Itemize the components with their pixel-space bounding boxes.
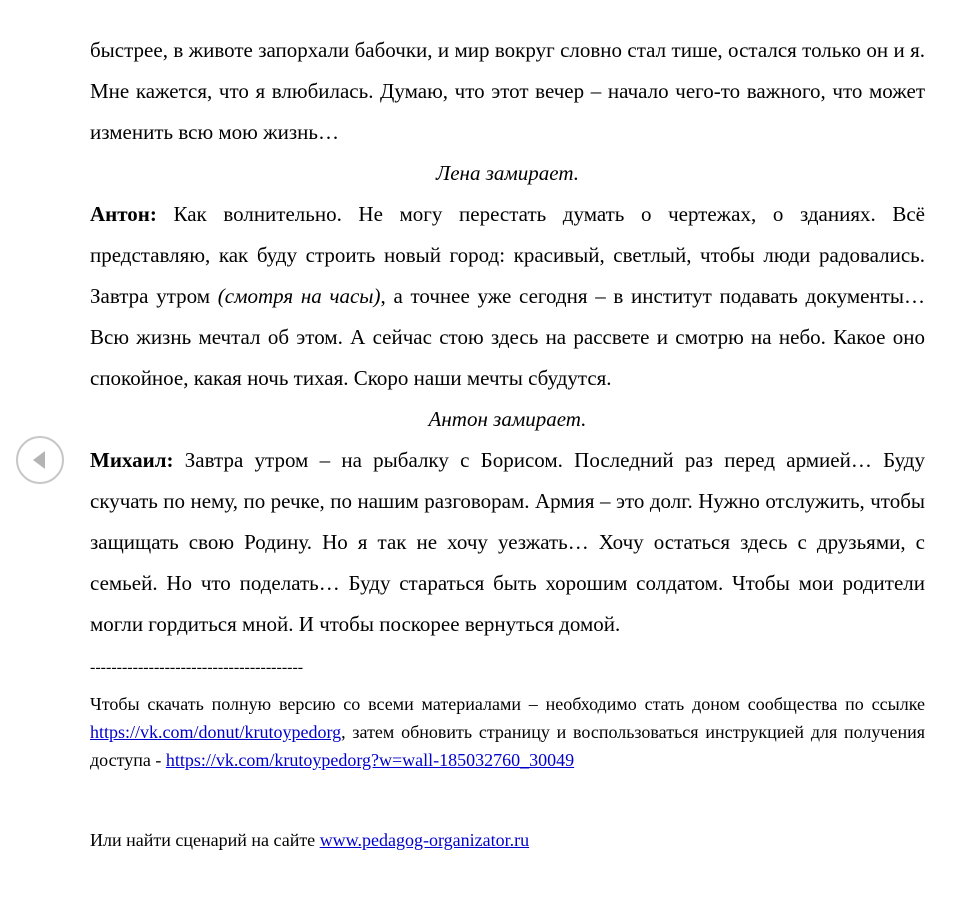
footnote-separator: ---------------------------------------- [90, 660, 304, 676]
footnote-website [90, 826, 925, 854]
chevron-left-icon [18, 438, 62, 482]
paragraph-text: Как волнительно. Не могу перестать думать о чертежах, о зданиях. Всё представляю, как буду строить новый город: красивый, светлый, чтобы люди радовались. Завтра утром [90, 202, 925, 308]
footnote-download [90, 690, 925, 774]
paragraph-anton [90, 194, 925, 399]
paragraph-text: быстрее, в животе запорхали бабочки, и мир вокруг словно стал тише, остался только он и я. Мне кажется, что я влюбилась. Думаю, что этот вечер – начало чего-то важного, что может изменить всю мою жизнь… [90, 38, 925, 144]
paragraph-text: , а точнее уже сегодня – в институт подавать документы… Всю жизнь мечтал об этом. А сейчас стою здесь на рассвете и смотрю на небо. Какое оно спокойное, какая ночь тихая. Скоро наши мечты сбудутся. [90, 284, 926, 390]
previous-page-button[interactable] [16, 436, 64, 484]
speaker-name: Михаил: [90, 448, 174, 472]
document-page [90, 30, 925, 854]
paragraph-lena-continued [90, 30, 925, 153]
stage-direction-anton: Антон замирает. [428, 407, 587, 431]
footnote-text: , затем обновить страницу и воспользоваться инструкцией для получения доступа - [90, 722, 925, 770]
speaker-name: Антон: [90, 202, 157, 226]
footnote-text: Или найти сценарий на сайте [90, 830, 320, 850]
wall-post-link[interactable]: https://vk.com/krutoypedorg?w=wall-185032760_30049 [165, 750, 575, 770]
paragraph-text: Завтра утром – на рыбалку с Борисом. Последний раз перед армией… Буду скучать по нему, по речке, по нашим разговорам. Армия – это долг. Нужно отслужить, чтобы защищать свою Родину. Но я так не хочу уезжать… Хочу остаться здесь с друзьями, с семьей. Но что поделать… Буду стараться быть хорошим солдатом. Чтобы мои родители могли гордиться мной. И чтобы поскорее вернуться домой. [90, 448, 925, 636]
website-link[interactable]: www.pedagog-organizator.ru [319, 830, 530, 850]
stage-direction-lena: Лена замирает. [435, 161, 580, 185]
stage-remark: (смотря на часы) [217, 284, 381, 308]
footnote-text: Чтобы скачать полную версию со всеми материалами – необходимо стать доном сообщества по ссылке [90, 694, 925, 714]
paragraph-mikhail [90, 440, 925, 645]
donut-link[interactable]: https://vk.com/donut/krutoypedorg [90, 722, 342, 742]
